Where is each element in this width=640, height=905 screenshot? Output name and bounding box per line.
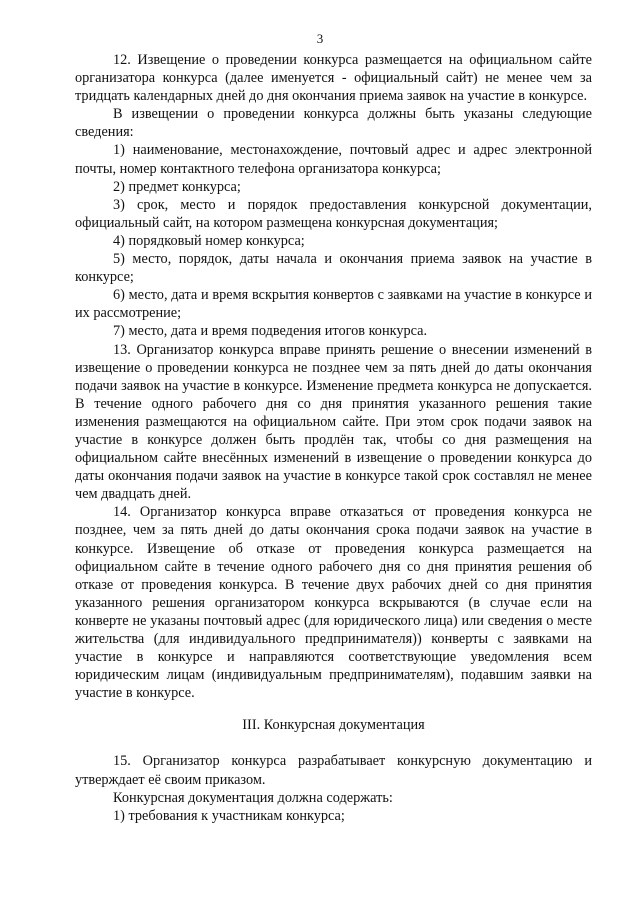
paragraph-14: 14. Организатор конкурса вправе отказаться от проведения конкурса не позднее, чем за пять дней до даты окончания срока подачи заявок на участие в конкурсе. Извещение об отказе от проведения конкурса размещается на официальном сайте в течение одного рабочего дня со дня принятия решения об отказе от проведения конкурса. В течение двух рабочих дней со дня принятия указанного решения организатором конкурса вскрываются (в случае если на конверте не указаны почтовый адрес (для юридического лица) или сведения о месте жительства (для индивидуального предпринимателя)) конверты с заявками на участие в конкурсе и направляются соответствующие уведомления всем юридическим лицам (индивидуальным предпринимателям), подавшим заявки на участие в конкурсе. — [75, 504, 592, 702]
list-item-3: 3) срок, место и порядок предоставления конкурсной документации, официальный сайт, на котором размещена конкурсная документация; — [75, 196, 592, 231]
list-item-6: 6) место, дата и время вскрытия конвертов с заявками на участие в конкурсе и их рассмотрение; — [75, 287, 592, 322]
page-number: 3 — [316, 31, 324, 46]
paragraph-13: 13. Организатор конкурса вправе принять решение о внесении изменений в извещение о проведении конкурса не позднее чем за пять дней до даты окончания подачи заявок на участие в конкурсе. Изменение предмета конкурса не допускается. В течение одного рабочего дня со дня принятия указанного решения такие изменения размещаются на официальном сайте. При этом срок подачи заявок на участие в конкурсе должен быть продлён так, чтобы со дня размещения на официальном сайте внесённых изменений в извещение о проведении конкурса до даты окончания подачи заявок на участие в конкурсе такой срок составлял не менее чем двадцать дней. — [75, 341, 592, 503]
list-item-1: 1) наименование, местонахождение, почтовый адрес и адрес электронной почты, номер контактного телефона организатора конкурса; — [75, 142, 592, 177]
docs-list-item-1: 1) требования к участникам конкурса; — [113, 807, 345, 824]
list-item-4: 4) порядковый номер конкурса; — [113, 232, 305, 249]
paragraph-12: 12. Извещение о проведении конкурса размещается на официальном сайте организатора конкурса (далее именуется - официальный сайт) не менее чем за тридцать календарных дней до дня окончания приема заявок на участие в конкурсе. — [75, 52, 592, 105]
document-body — [75, 51, 592, 825]
paragraph-docs-intro: Конкурсная документация должна содержать: — [113, 789, 393, 806]
list-item-2: 2) предмет конкурса; — [113, 178, 241, 195]
list-item-5: 5) место, порядок, даты начала и окончания приема заявок на участие в конкурсе; — [75, 251, 592, 286]
paragraph-15: 15. Организатор конкурса разрабатывает конкурсную документацию и утверждает её своим приказом. — [75, 753, 592, 788]
paragraph-notice-intro: В извещении о проведении конкурса должны быть указаны следующие сведения: — [75, 106, 592, 141]
section-heading: III. Конкурсная документация — [242, 717, 425, 734]
list-item-7: 7) место, дата и время подведения итогов конкурса. — [113, 323, 428, 340]
